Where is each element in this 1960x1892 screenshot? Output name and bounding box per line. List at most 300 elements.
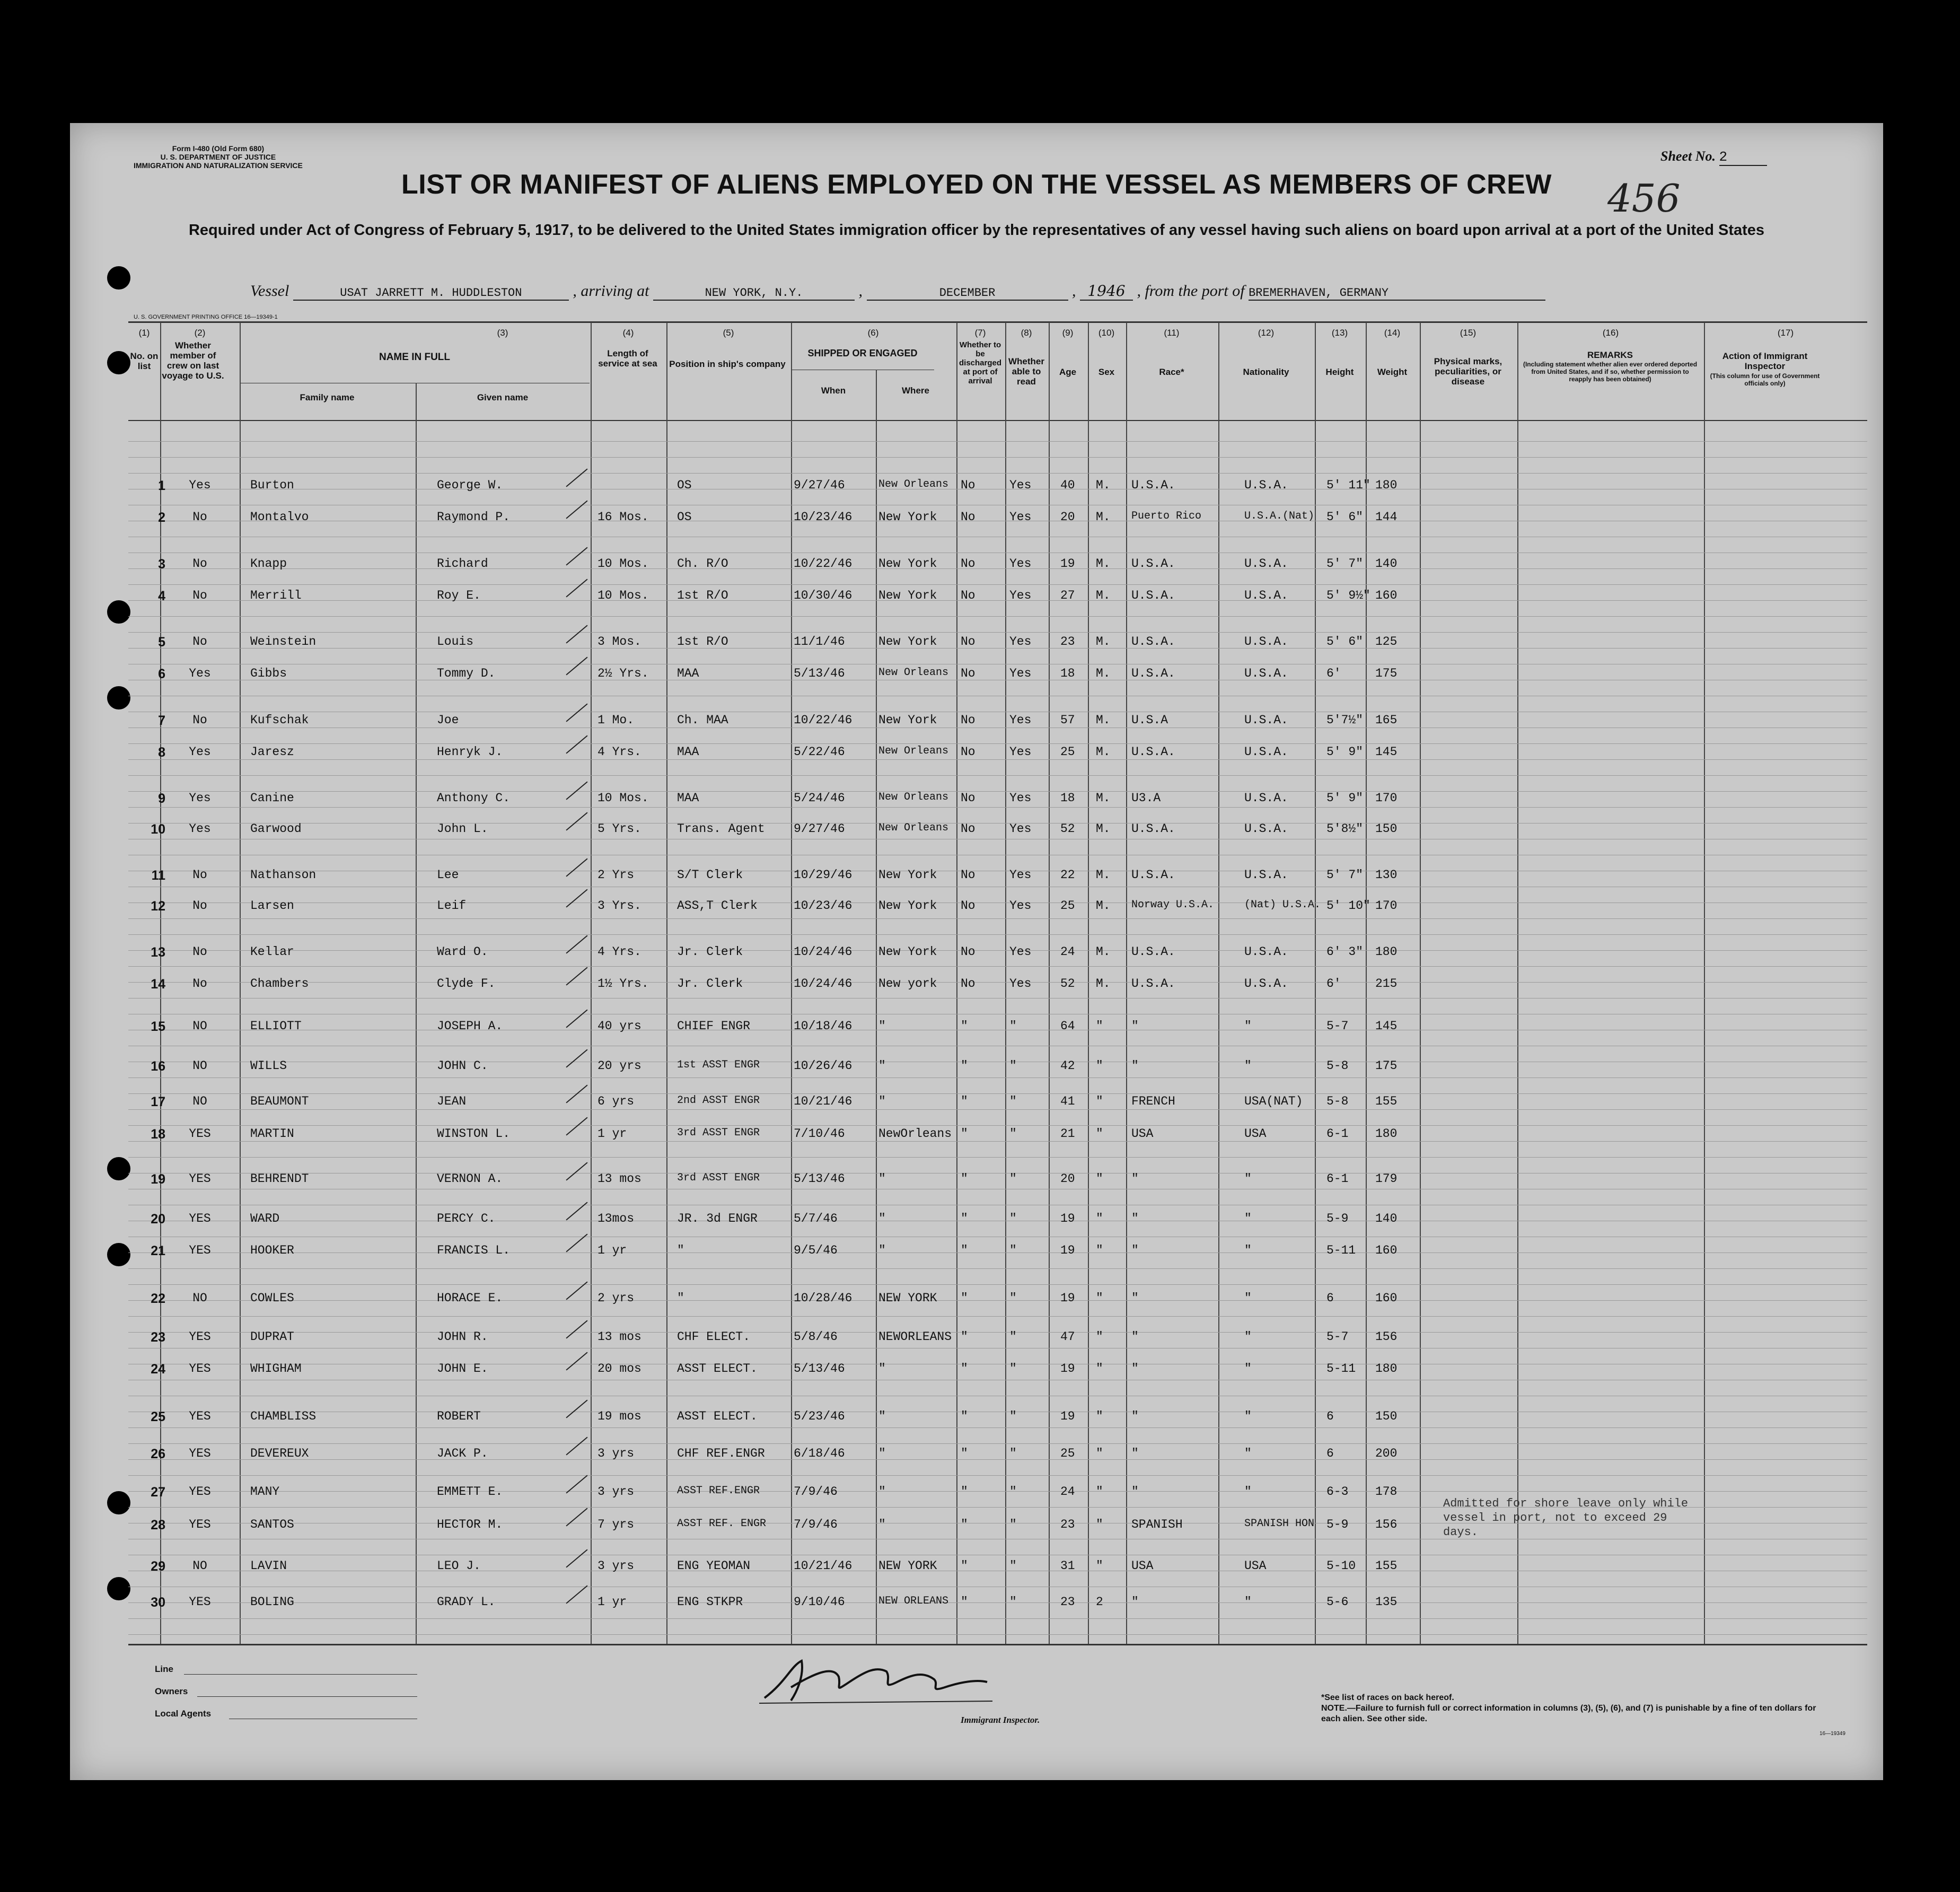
discharged-cell: " xyxy=(961,1172,968,1186)
ruled-line xyxy=(128,743,1867,744)
header-race: Race* xyxy=(1159,367,1184,377)
read-cell: " xyxy=(1009,1243,1017,1257)
age-cell: 64 xyxy=(1060,1019,1075,1033)
crew-cell: NO xyxy=(192,1291,207,1305)
header-shipped: SHIPPED OR ENGAGED xyxy=(807,348,918,358)
age-cell: 19 xyxy=(1060,1291,1075,1305)
row-number: 22 xyxy=(151,1291,165,1306)
check-mark xyxy=(566,935,587,954)
height-cell: 5' 6" xyxy=(1326,510,1364,524)
height-cell: 5' 9" xyxy=(1326,791,1364,805)
where-cell: NEW YORK xyxy=(878,1559,937,1573)
check-mark xyxy=(566,859,587,877)
crew-cell: YES xyxy=(189,1595,211,1609)
height-cell: 5' 7" xyxy=(1326,557,1364,571)
read-cell: Yes xyxy=(1009,667,1032,680)
weight-cell: 145 xyxy=(1375,1019,1398,1033)
when-cell: 5/13/46 xyxy=(794,1172,845,1186)
height-cell: 5-8 xyxy=(1326,1059,1349,1073)
row-number: 3 xyxy=(158,557,165,572)
age-cell: 18 xyxy=(1060,791,1075,805)
weight-cell: 165 xyxy=(1375,713,1398,727)
nationality-cell: U.S.A. xyxy=(1244,791,1288,805)
vessel-line: Vessel USAT JARRETT M. HUDDLESTON , arriving at NEW YORK, N.Y. , DECEMBER , 1946 , from the port of BREMERHAVEN, GERMANY xyxy=(250,282,1545,301)
given-name-cell: JOSEPH A. xyxy=(437,1019,503,1033)
column-number: (4) xyxy=(622,328,634,338)
crew-cell: No xyxy=(192,977,207,991)
nationality-cell: U.S.A. xyxy=(1244,635,1288,649)
age-cell: 20 xyxy=(1060,1172,1075,1186)
row-number: 2 xyxy=(158,510,165,525)
age-cell: 24 xyxy=(1060,945,1075,959)
header-action-sub: (This column for use of Government officials only) xyxy=(1710,372,1820,387)
position-cell: OS xyxy=(677,478,692,492)
position-cell: ASST ELECT. xyxy=(677,1409,758,1423)
family-name-cell: LAVIN xyxy=(250,1559,287,1573)
service-cell: 5 Yrs. xyxy=(597,822,641,836)
nationality-cell: " xyxy=(1244,1485,1252,1499)
position-cell: CHF ELECT. xyxy=(677,1330,751,1344)
service-cell: 1 Mo. xyxy=(597,713,635,727)
row-number: 30 xyxy=(151,1595,165,1610)
weight-cell: 140 xyxy=(1375,1212,1398,1225)
sex-cell: " xyxy=(1096,1447,1103,1460)
service-cell: 13mos xyxy=(597,1212,635,1225)
row-number: 4 xyxy=(158,589,165,603)
age-cell: 19 xyxy=(1060,1212,1075,1225)
when-cell: 10/24/46 xyxy=(794,945,852,959)
form-number: Form I-480 (Old Form 680) xyxy=(172,144,265,153)
where-cell: " xyxy=(878,1172,886,1186)
family-name-cell: DEVEREUX xyxy=(250,1447,309,1460)
family-name-cell: WHIGHAM xyxy=(250,1362,302,1376)
race-cell: " xyxy=(1131,1362,1139,1376)
position-cell: 1st ASST ENGR xyxy=(677,1059,760,1071)
check-mark xyxy=(566,1508,587,1527)
height-cell: 5' 10" xyxy=(1326,899,1370,913)
nationality-cell: U.S.A. xyxy=(1244,745,1288,759)
crew-cell: No xyxy=(192,635,207,649)
crew-cell: YES xyxy=(189,1212,211,1225)
where-cell: New York xyxy=(878,945,937,959)
header-position: Position in ship's company xyxy=(669,359,786,369)
service-cell: 10 Mos. xyxy=(597,791,649,805)
footer-owners-rule xyxy=(197,1696,417,1697)
position-cell: ASST ELECT. xyxy=(677,1362,758,1376)
printer-note: U. S. GOVERNMENT PRINTING OFFICE 16—19349-1 xyxy=(134,314,278,320)
where-cell: New York xyxy=(878,899,937,913)
given-name-cell: Henryk J. xyxy=(437,745,503,759)
position-cell: JR. 3d ENGR xyxy=(677,1212,758,1225)
read-cell: " xyxy=(1009,1595,1017,1609)
ruled-line xyxy=(128,1634,1867,1635)
service-cell: 1 yr xyxy=(597,1243,627,1257)
sex-cell: M. xyxy=(1096,713,1111,727)
discharged-cell: " xyxy=(961,1212,968,1225)
ruled-line xyxy=(128,1109,1867,1110)
column-divider xyxy=(876,370,877,1644)
service-cell: 13 mos xyxy=(597,1172,641,1186)
service-cell: 3 yrs xyxy=(597,1559,635,1573)
service-cell: 3 Mos. xyxy=(597,635,641,649)
race-cell: USA xyxy=(1131,1559,1154,1573)
weight-cell: 145 xyxy=(1375,745,1398,759)
sex-cell: " xyxy=(1096,1485,1103,1499)
when-cell: 5/24/46 xyxy=(794,791,845,805)
when-cell: 10/30/46 xyxy=(794,589,852,602)
read-cell: " xyxy=(1009,1485,1017,1499)
sex-cell: " xyxy=(1096,1291,1103,1305)
family-name-cell: Chambers xyxy=(250,977,309,991)
given-name-cell: John L. xyxy=(437,822,488,836)
age-cell: 20 xyxy=(1060,510,1075,524)
check-mark xyxy=(566,1320,587,1339)
check-mark xyxy=(566,735,587,754)
weight-cell: 155 xyxy=(1375,1094,1398,1108)
punch-hole xyxy=(107,686,130,710)
age-cell: 22 xyxy=(1060,868,1075,882)
nationality-cell: USA xyxy=(1244,1559,1267,1573)
discharged-cell: No xyxy=(961,635,975,649)
read-cell: Yes xyxy=(1009,977,1032,991)
check-mark xyxy=(566,1162,587,1181)
when-cell: 10/23/46 xyxy=(794,510,852,524)
row-number: 21 xyxy=(151,1243,165,1258)
service-name: IMMIGRATION AND NATURALIZATION SERVICE xyxy=(134,161,303,170)
footer-notes xyxy=(1321,1693,1830,1724)
crew-cell: Yes xyxy=(189,667,211,680)
sex-cell: M. xyxy=(1096,899,1111,913)
where-cell: " xyxy=(878,1362,886,1376)
service-cell: 20 mos xyxy=(597,1362,641,1376)
sex-cell: " xyxy=(1096,1362,1103,1376)
row-number: 20 xyxy=(151,1212,165,1227)
check-mark xyxy=(566,1400,587,1418)
form-code: 16—19349 xyxy=(1820,1731,1845,1737)
nationality-cell: U.S.A. xyxy=(1244,557,1288,571)
height-cell: 5-8 xyxy=(1326,1094,1349,1108)
height-cell: 6 xyxy=(1326,1409,1334,1423)
crew-cell: Yes xyxy=(189,745,211,759)
header-name: NAME IN FULL xyxy=(379,352,451,363)
read-cell: " xyxy=(1009,1447,1017,1460)
service-cell: 13 mos xyxy=(597,1330,641,1344)
family-name-cell: Canine xyxy=(250,791,294,805)
height-cell: 5' 9" xyxy=(1326,745,1364,759)
weight-cell: 170 xyxy=(1375,791,1398,805)
given-name-cell: Raymond P. xyxy=(437,510,511,524)
when-cell: 5/22/46 xyxy=(794,745,845,759)
family-name-cell: DUPRAT xyxy=(250,1330,294,1344)
position-cell: CHIEF ENGR xyxy=(677,1019,751,1033)
where-cell: " xyxy=(878,1485,886,1499)
weight-cell: 156 xyxy=(1375,1330,1398,1344)
weight-cell: 155 xyxy=(1375,1559,1398,1573)
age-cell: 52 xyxy=(1060,977,1075,991)
weight-cell: 160 xyxy=(1375,1291,1398,1305)
height-cell: 5-11 xyxy=(1326,1243,1356,1257)
crew-cell: YES xyxy=(189,1172,211,1186)
read-cell: " xyxy=(1009,1094,1017,1108)
nationality-cell: " xyxy=(1244,1212,1252,1225)
sex-cell: M. xyxy=(1096,977,1111,991)
where-cell: New York xyxy=(878,589,937,602)
column-number: (11) xyxy=(1164,328,1180,338)
read-cell: Yes xyxy=(1009,822,1032,836)
discharged-cell: No xyxy=(961,868,975,882)
where-cell: NewOrleans xyxy=(878,1127,952,1141)
when-cell: 7/9/46 xyxy=(794,1518,838,1531)
ruled-line xyxy=(128,1268,1867,1269)
ruled-line xyxy=(128,584,1867,585)
crew-cell: No xyxy=(192,557,207,571)
discharged-cell: No xyxy=(961,589,975,602)
column-number: (5) xyxy=(723,328,734,338)
weight-cell: 180 xyxy=(1375,1127,1398,1141)
when-cell: 10/26/46 xyxy=(794,1059,852,1073)
read-cell: Yes xyxy=(1009,868,1032,882)
crew-cell: YES xyxy=(189,1409,211,1423)
height-cell: 5' 7" xyxy=(1326,868,1364,882)
height-cell: 5' 9½" xyxy=(1326,589,1370,602)
nationality-cell: " xyxy=(1244,1291,1252,1305)
nationality-cell: U.S.A. xyxy=(1244,868,1288,882)
race-cell: " xyxy=(1131,1409,1139,1423)
crew-cell: No xyxy=(192,589,207,602)
where-cell: New Orleans xyxy=(878,478,949,490)
discharged-cell: No xyxy=(961,478,975,492)
check-mark xyxy=(566,889,587,908)
given-name-cell: Anthony C. xyxy=(437,791,511,805)
weight-cell: 179 xyxy=(1375,1172,1398,1186)
nationality-cell: " xyxy=(1244,1362,1252,1376)
sheet-number xyxy=(1660,148,1767,166)
weight-cell: 180 xyxy=(1375,478,1398,492)
nationality-cell: U.S.A. xyxy=(1244,822,1288,836)
race-cell: " xyxy=(1131,1243,1139,1257)
read-cell: Yes xyxy=(1009,945,1032,959)
family-name-cell: Knapp xyxy=(250,557,287,571)
punch-hole xyxy=(107,1577,130,1600)
age-cell: 23 xyxy=(1060,635,1075,649)
service-cell: 4 Yrs. xyxy=(597,745,641,759)
where-cell: New York xyxy=(878,713,937,727)
given-name-cell: Roy E. xyxy=(437,589,481,602)
nationality-cell: U.S.A. xyxy=(1244,478,1288,492)
read-cell: Yes xyxy=(1009,791,1032,805)
race-cell: " xyxy=(1131,1019,1139,1033)
header-physical: Physical marks, peculiarities, or disease xyxy=(1434,356,1502,387)
crew-cell: Yes xyxy=(189,791,211,805)
position-cell: 3rd ASST ENGR xyxy=(677,1127,760,1139)
ruled-line xyxy=(128,1475,1867,1476)
age-cell: 25 xyxy=(1060,899,1075,913)
given-name-cell: JOHN R. xyxy=(437,1330,488,1344)
header-where: Where xyxy=(902,386,929,396)
weight-cell: 160 xyxy=(1375,589,1398,602)
row-number: 27 xyxy=(151,1485,165,1500)
given-name-cell: Tommy D. xyxy=(437,667,496,680)
position-cell: 3rd ASST ENGR xyxy=(677,1172,760,1184)
discharged-cell: " xyxy=(961,1485,968,1499)
height-cell: 5-7 xyxy=(1326,1019,1349,1033)
column-number: (2) xyxy=(194,328,206,338)
weight-cell: 125 xyxy=(1375,635,1398,649)
ruled-line xyxy=(128,1443,1867,1444)
check-mark xyxy=(566,967,587,986)
ruled-line xyxy=(128,934,1867,935)
sheet-label: Sheet No. xyxy=(1660,148,1716,164)
position-cell: 1st R/O xyxy=(677,635,728,649)
position-cell: ASST REF. ENGR xyxy=(677,1518,767,1530)
row-number: 6 xyxy=(158,667,165,681)
family-name-cell: MARTIN xyxy=(250,1127,294,1141)
ruled-line xyxy=(128,950,1867,951)
when-cell: 9/10/46 xyxy=(794,1595,845,1609)
read-cell: " xyxy=(1009,1409,1017,1423)
row-number: 14 xyxy=(151,977,165,992)
crew-cell: Yes xyxy=(189,822,211,836)
service-cell: 6 yrs xyxy=(597,1094,635,1108)
where-cell: " xyxy=(878,1059,886,1073)
age-cell: 31 xyxy=(1060,1559,1075,1573)
punch-hole xyxy=(107,600,130,624)
arrival-port: NEW YORK, N.Y. xyxy=(653,286,855,301)
punch-hole xyxy=(107,1491,130,1514)
crew-cell: NO xyxy=(192,1019,207,1033)
discharged-cell: " xyxy=(961,1059,968,1073)
discharged-cell: No xyxy=(961,510,975,524)
discharged-cell: No xyxy=(961,667,975,680)
column-number: (14) xyxy=(1384,328,1401,338)
weight-cell: 215 xyxy=(1375,977,1398,991)
read-cell: " xyxy=(1009,1212,1017,1225)
family-name-cell: CHAMBLISS xyxy=(250,1409,317,1423)
where-cell: " xyxy=(878,1212,886,1225)
nationality-cell: " xyxy=(1244,1059,1252,1073)
age-cell: 19 xyxy=(1060,1362,1075,1376)
family-name-cell: BOLING xyxy=(250,1595,294,1609)
row-number: 1 xyxy=(158,478,165,493)
ruled-line xyxy=(128,648,1867,649)
height-cell: 5-6 xyxy=(1326,1595,1349,1609)
race-cell: U.S.A xyxy=(1131,713,1168,727)
ruled-line xyxy=(128,1332,1867,1333)
race-cell: U.S.A. xyxy=(1131,478,1175,492)
given-name-cell: WINSTON L. xyxy=(437,1127,511,1141)
read-cell: Yes xyxy=(1009,635,1032,649)
crew-cell: No xyxy=(192,868,207,882)
position-cell: MAA xyxy=(677,667,699,680)
from-port: BREMERHAVEN, GERMANY xyxy=(1249,286,1545,301)
ruled-line xyxy=(128,1284,1867,1285)
where-cell: New York xyxy=(878,635,937,649)
weight-cell: 156 xyxy=(1375,1518,1398,1531)
service-cell: 10 Mos. xyxy=(597,589,649,602)
age-cell: 19 xyxy=(1060,1243,1075,1257)
remark-row-28: Admitted for shore leave only while vessel in port, not to exceed 29 days. xyxy=(1443,1497,1689,1539)
ruled-line xyxy=(128,775,1867,776)
service-cell: 1 yr xyxy=(597,1595,627,1609)
nationality-cell: " xyxy=(1244,1330,1252,1344)
ruled-line xyxy=(128,918,1867,919)
ruled-line xyxy=(128,1427,1867,1428)
service-cell: 2 yrs xyxy=(597,1291,635,1305)
page-title: LIST OR MANIFEST OF ALIENS EMPLOYED ON THE VESSEL AS MEMBERS OF CREW xyxy=(401,169,1552,200)
when-cell: 10/28/46 xyxy=(794,1291,852,1305)
row-number: 29 xyxy=(151,1559,165,1574)
given-name-cell: HORACE E. xyxy=(437,1291,503,1305)
header-crew: Whether member of crew on last voyage to U.S. xyxy=(162,340,224,381)
height-cell: 5'8½" xyxy=(1326,822,1364,836)
ruled-line xyxy=(128,759,1867,760)
ruled-line xyxy=(128,982,1867,983)
discharged-cell: " xyxy=(961,1019,968,1033)
age-cell: 21 xyxy=(1060,1127,1075,1141)
given-name-cell: Leif xyxy=(437,899,467,913)
row-number: 25 xyxy=(151,1409,165,1424)
family-name-cell: Merrill xyxy=(250,589,302,602)
check-mark xyxy=(566,1549,587,1568)
race-cell: Norway U.S.A. xyxy=(1131,899,1215,911)
when-cell: 5/8/46 xyxy=(794,1330,838,1344)
crew-cell: No xyxy=(192,945,207,959)
race-cell: U.S.A. xyxy=(1131,945,1175,959)
table-top-rule xyxy=(128,321,1867,323)
position-cell: CHF REF.ENGR xyxy=(677,1447,765,1460)
race-cell: U.S.A. xyxy=(1131,745,1175,759)
where-cell: NEW ORLEANS xyxy=(878,1595,949,1607)
age-cell: 19 xyxy=(1060,557,1075,571)
sex-cell: M. xyxy=(1096,589,1111,602)
ruled-line xyxy=(128,473,1867,474)
age-cell: 18 xyxy=(1060,667,1075,680)
age-cell: 47 xyxy=(1060,1330,1075,1344)
crew-cell: YES xyxy=(189,1330,211,1344)
given-name-cell: HECTOR M. xyxy=(437,1518,503,1531)
when-cell: 11/1/46 xyxy=(794,635,845,649)
ruled-line xyxy=(128,966,1867,967)
nationality-cell: U.S.A. xyxy=(1244,589,1288,602)
when-cell: 5/13/46 xyxy=(794,667,845,680)
height-cell: 5' 6" xyxy=(1326,635,1364,649)
race-cell: " xyxy=(1131,1595,1139,1609)
position-cell: ENG STKPR xyxy=(677,1595,743,1609)
row-number: 7 xyxy=(158,713,165,728)
given-name-cell: FRANCIS L. xyxy=(437,1243,511,1257)
height-cell: 5-11 xyxy=(1326,1362,1356,1376)
ruled-line xyxy=(128,1252,1867,1253)
where-cell: New Orleans xyxy=(878,667,949,679)
column-number: (6) xyxy=(867,328,879,338)
row-number: 28 xyxy=(151,1518,165,1532)
weight-cell: 150 xyxy=(1375,822,1398,836)
check-mark xyxy=(566,1049,587,1068)
nationality-cell: (Nat) U.S.A. xyxy=(1244,899,1321,911)
where-cell: " xyxy=(878,1447,886,1460)
ruled-line xyxy=(128,1459,1867,1460)
handwritten-number: 456 xyxy=(1607,176,1681,221)
height-cell: 5-9 xyxy=(1326,1212,1349,1225)
service-cell: 3 Yrs. xyxy=(597,899,641,913)
height-cell: 6 xyxy=(1326,1447,1334,1460)
race-cell: U.S.A. xyxy=(1131,635,1175,649)
read-cell: " xyxy=(1009,1059,1017,1073)
when-cell: 10/29/46 xyxy=(794,868,852,882)
discharged-cell: " xyxy=(961,1330,968,1344)
when-cell: 10/24/46 xyxy=(794,977,852,991)
column-number: (10) xyxy=(1098,328,1115,338)
